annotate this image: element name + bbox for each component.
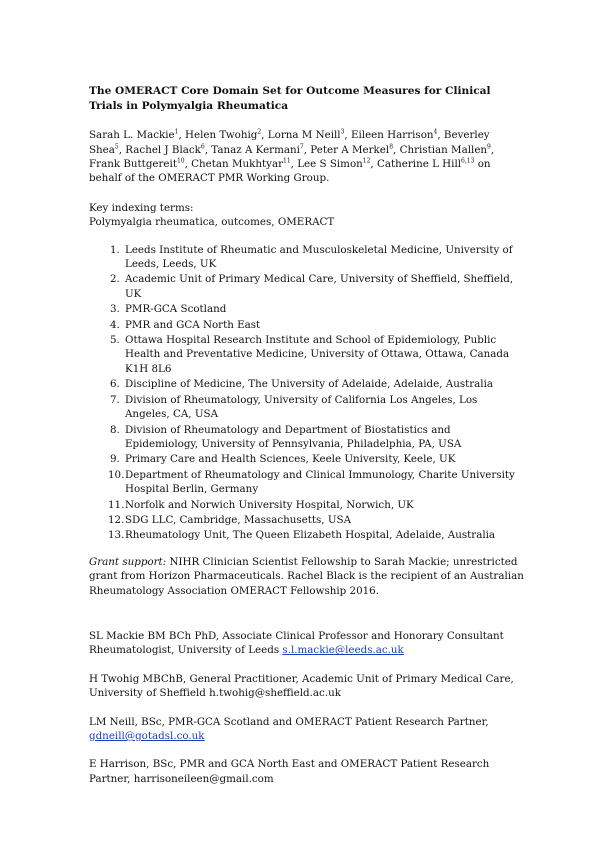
affiliation-item xyxy=(89,423,525,452)
affiliation-item xyxy=(89,513,525,527)
author-affiliation-mark: 2 xyxy=(257,128,262,136)
author-affiliation-mark: 6,13 xyxy=(461,157,475,165)
author-name: Peter A Merkel xyxy=(310,143,390,156)
author-name: Christian Mallen xyxy=(399,143,488,156)
author-name: Tanaz A Kermani xyxy=(211,143,300,156)
affiliation-number: 1. xyxy=(110,243,120,256)
affiliation-text: PMR-GCA Scotland xyxy=(125,303,227,316)
email-link[interactable]: gdneill@gotadsl.co.uk xyxy=(89,730,205,742)
author-affiliation-mark: 10 xyxy=(176,157,185,165)
author-bio xyxy=(89,715,525,744)
email-text: h.twohig@sheffield.ac.uk xyxy=(209,687,341,700)
affiliation-number: 8. xyxy=(110,423,120,436)
affiliation-text: Department of Rheumatology and Clinical Immunology, Charite University Hospital Berlin, Germany xyxy=(125,468,515,496)
affiliation-item xyxy=(89,468,525,497)
email-text: harrisoneileen@gmail.com xyxy=(133,772,274,785)
bio-text: SL Mackie BM BCh PhD, Associate Clinical Professor and Honorary Consultant Rheumatologist, University of Leeds xyxy=(89,629,504,657)
affiliation-text: Discipline of Medicine, The University of Adelaide, Adelaide, Australia xyxy=(125,378,494,391)
author-affiliation-mark: 6 xyxy=(200,143,205,151)
affiliation-number: 9. xyxy=(110,453,120,466)
keywords-terms: Polymyalgia rheumatica, outcomes, OMERACT xyxy=(89,216,335,229)
affiliation-number: 6. xyxy=(110,378,120,391)
author-bio xyxy=(89,672,525,701)
keywords-heading: Key indexing terms: xyxy=(89,201,194,214)
author-name: Beverley Shea xyxy=(89,129,490,156)
affiliation-item xyxy=(89,333,525,376)
grant-support xyxy=(89,555,525,598)
author-name: Catherine L Hill xyxy=(376,158,462,170)
affiliation-item xyxy=(89,528,525,542)
affiliation-text: Ottawa Hospital Research Institute and School of Epidemiology, Public Health and Preventative Medicine, University of Ottawa, Ottawa, Canada K1H 8L6 xyxy=(125,334,510,375)
affiliation-item xyxy=(89,498,525,512)
affiliation-text: Norfolk and Norwich University Hospital, Norwich, UK xyxy=(125,498,414,511)
author-affiliation-mark: 3 xyxy=(340,128,345,136)
author-affiliation-mark: 9 xyxy=(487,143,491,151)
author-affiliation-mark: 4 xyxy=(433,128,438,136)
author-bio xyxy=(89,757,525,786)
affiliation-number: 13. xyxy=(108,529,125,542)
affiliation-item xyxy=(89,452,525,466)
email-link[interactable]: s.l.mackie@leeds.ac.uk xyxy=(282,644,404,657)
affiliation-number: 11. xyxy=(108,498,125,511)
paper-title: The OMERACT Core Domain Set for Outcome Measures for Clinical Trials in Polymyalgia Rheumatica xyxy=(89,85,491,112)
author-affiliation-mark: 11 xyxy=(283,157,291,165)
affiliation-number: 4. xyxy=(110,318,120,331)
authors-suffix: on behalf of the OMERACT PMR Working Group. xyxy=(89,158,491,185)
affiliation-item xyxy=(89,393,525,422)
bio-text: H Twohig MBChB, General Practitioner, Academic Unit of Primary Medical Care, University of Sheffield xyxy=(89,672,514,700)
author-affiliation-mark: 5 xyxy=(114,143,119,151)
grant-support-text: NIHR Clinician Scientist Fellowship to Sarah Mackie; unrestricted grant from Horizon Pharmaceuticals. Rachel Black is the recipient of an Australian Rheumatology Association OMERACT Fellowship 2016. xyxy=(89,555,524,597)
bio-text: LM Neill, BSc, PMR-GCA Scotland and OMERACT Patient Research Partner, xyxy=(89,715,489,728)
affiliation-text: SDG LLC, Cambridge, Massachusetts, USA xyxy=(125,513,352,526)
affiliation-number: 10. xyxy=(108,468,125,481)
affiliation-number: 5. xyxy=(110,334,120,347)
affiliation-item xyxy=(89,318,525,332)
author-bios xyxy=(89,629,525,786)
author-name: Rachel J Black xyxy=(125,143,201,156)
affiliation-item xyxy=(89,272,525,301)
author-name: Eileen Harrison xyxy=(350,129,434,142)
affiliation-number: 2. xyxy=(110,273,120,286)
author-list: Sarah L. Mackie$^1$, Helen Twohig$^2$, Lorna M Neill$^3$, Eileen Harrison$^4$, Beverley Shea$^5$, Rachel J Black$^6$, Tanaz A Kermani$^7$, Peter A Merkel$^8$, Christian Mallen$^9$, Frank Buttgereit$^{10}$, Chetan Mukhtyar$^{11}$, Lee S Simon$^{12}$, Catherine L Hill$^{6,13}$ on behalf of the OMERACT PMR Working Group. xyxy=(89,128,495,185)
author-name: Frank Buttgereit xyxy=(89,158,177,170)
keywords-block xyxy=(89,201,525,230)
affiliation-text: PMR and GCA North East xyxy=(125,318,261,331)
author-affiliation-mark: 7 xyxy=(299,143,304,151)
author-name: Lorna M Neill xyxy=(267,129,341,142)
affiliation-item xyxy=(89,377,525,391)
affiliation-text: Leeds Institute of Rheumatic and Musculoskeletal Medicine, University of Leeds, Leeds, UK xyxy=(125,243,513,271)
affiliation-number: 12. xyxy=(108,513,125,526)
author-name: Lee S Simon xyxy=(297,158,363,170)
affiliation-text: Academic Unit of Primary Medical Care, University of Sheffield, Sheffield, UK xyxy=(125,273,514,300)
affiliation-text: Division of Rheumatology, University of California Los Angeles, Los Angeles, CA, USA xyxy=(125,393,478,421)
affiliation-text: Division of Rheumatology and Department of Biostatistics and Epidemiology, University of Pennsylvania, Philadelphia, PA, USA xyxy=(125,423,462,450)
author-name: Helen Twohig xyxy=(185,129,258,142)
bio-text: E Harrison, BSc, PMR and GCA North East and OMERACT Patient Research Partner, xyxy=(89,758,490,785)
author-affiliation-mark: 8 xyxy=(389,143,394,151)
grant-support-label: Grant support: xyxy=(89,555,167,568)
author-bio xyxy=(89,629,525,658)
author-name: Sarah L. Mackie xyxy=(89,129,175,142)
author-name: Chetan Mukhtyar xyxy=(191,158,284,170)
author-affiliation-mark: 1 xyxy=(174,128,179,136)
affiliation-number: 3. xyxy=(110,303,120,316)
affiliation-number: 7. xyxy=(110,393,120,406)
affiliation-item xyxy=(89,302,525,316)
affiliation-text: Rheumatology Unit, The Queen Elizabeth Hospital, Adelaide, Australia xyxy=(125,529,496,542)
author-affiliation-mark: 12 xyxy=(362,157,371,165)
affiliation-item xyxy=(89,243,525,272)
affiliation-list xyxy=(89,243,525,543)
affiliation-text: Primary Care and Health Sciences, Keele University, Keele, UK xyxy=(125,453,456,466)
